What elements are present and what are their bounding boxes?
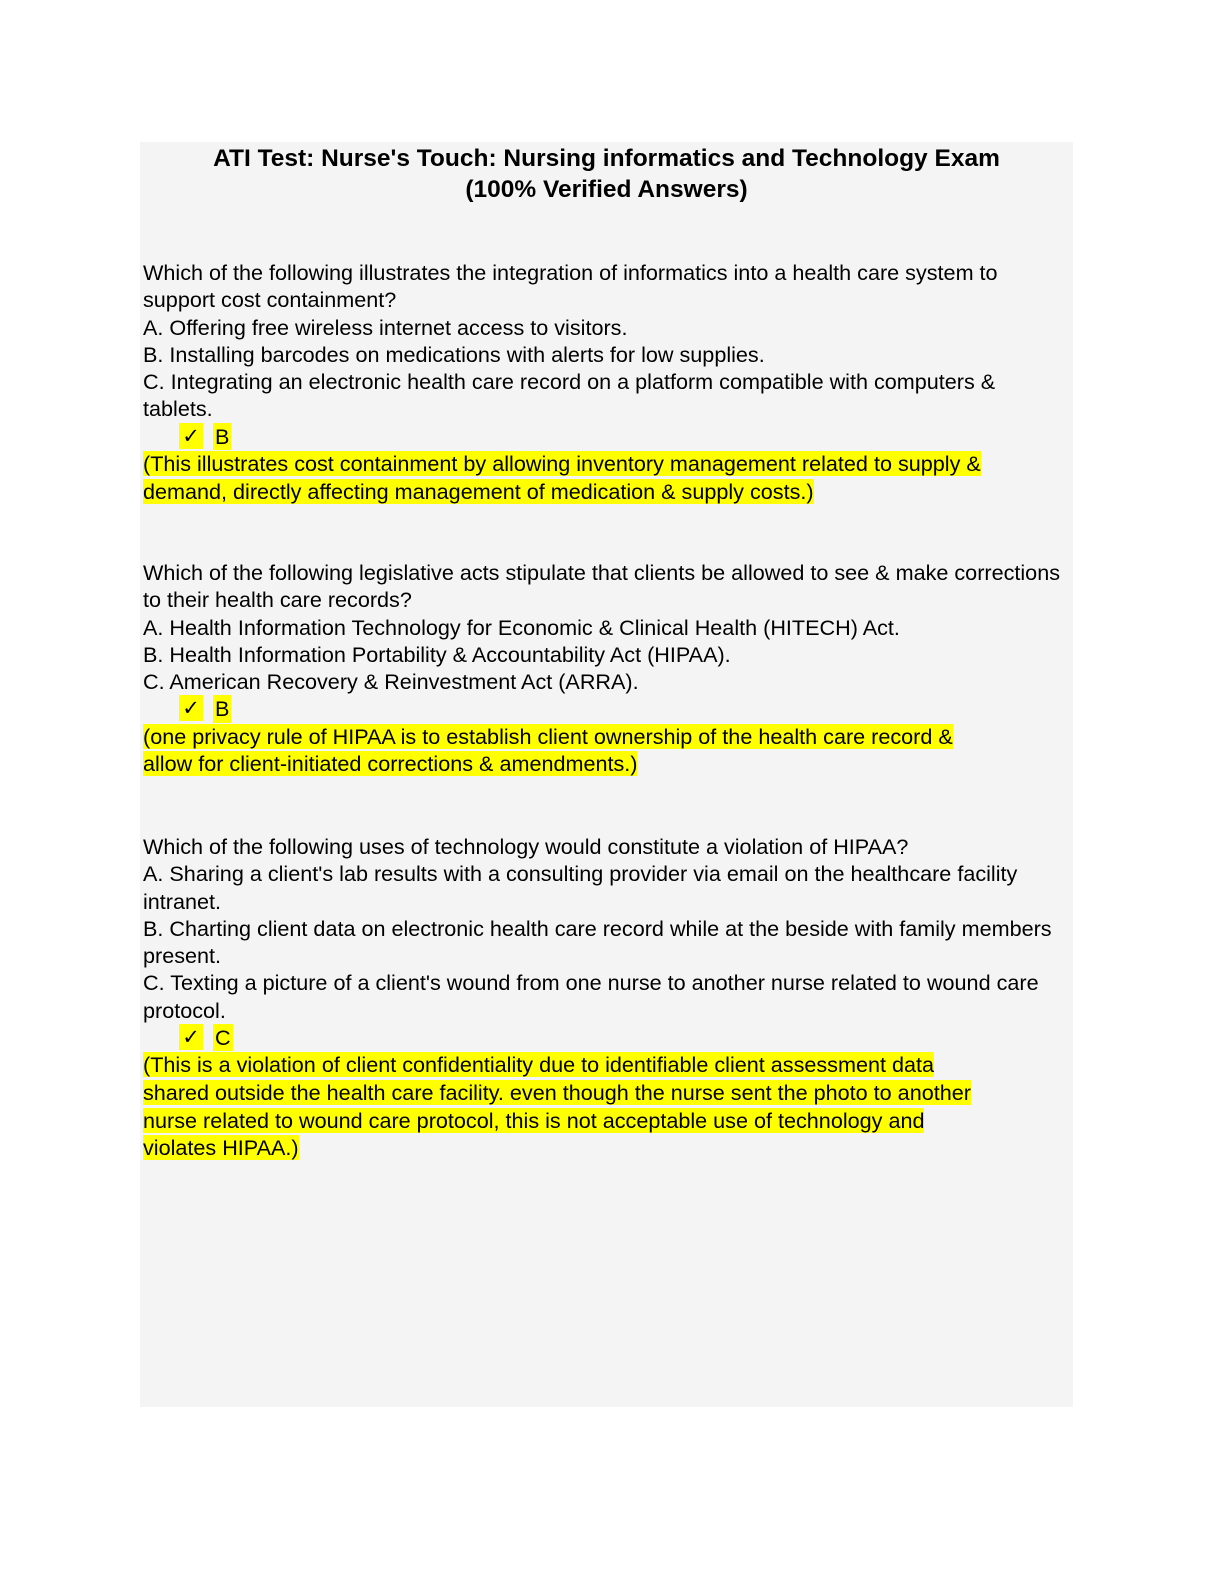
- option-b: B. Installing barcodes on medications with alerts for low supplies.: [143, 341, 765, 367]
- explanation-text: (one privacy rule of HIPAA is to establish client ownership of the health care record & allow for client-initiated corrections & amendments.): [143, 723, 953, 777]
- answer-letter: C: [215, 1025, 231, 1051]
- explanation-text: (This illustrates cost containment by allowing inventory management related to supply & demand, directly affecting management of medication & supply costs.): [143, 451, 981, 504]
- answer-explanation: [143, 450, 998, 505]
- answer-row: [143, 695, 1068, 722]
- question-stem: Which of the following legislative acts stipulate that clients be allowed to see & make corrections to their health care records?: [143, 560, 1060, 613]
- checkmark-icon: ✓: [179, 1024, 203, 1050]
- question-2: [143, 559, 1068, 778]
- option-a: A. Health Information Technology for Economic & Clinical Health (HITECH) Act.: [143, 614, 900, 640]
- answer-row: [143, 423, 1068, 450]
- option-b: B. Health Information Portability & Accountability Act (HIPAA).: [143, 641, 731, 667]
- answer-explanation: [143, 1051, 998, 1161]
- explanation-text: (This is a violation of client confidentiality due to identifiable client assessment data shared outside the health care facility. even though the nurse sent the photo to another nurse related to wound care protocol, this is not acceptable use of technology and violates HIPAA.): [143, 1052, 971, 1161]
- question-1: [143, 259, 1068, 505]
- option-b: B. Charting client data on electronic health care record while at the beside with family members present.: [143, 915, 1052, 969]
- checkmark-icon: ✓: [179, 695, 203, 721]
- title-line-2: (100% Verified Answers): [465, 176, 748, 203]
- answer-explanation: [143, 723, 998, 778]
- option-a: A. Offering free wireless internet access to visitors.: [143, 314, 628, 340]
- option-c: C. Integrating an electronic health care record on a platform compatible with computers & tablets.: [143, 369, 996, 422]
- checkmark-icon: ✓: [179, 423, 203, 449]
- page-title: [140, 142, 1073, 205]
- option-a: A. Sharing a client's lab results with a consulting provider via email on the healthcare facility intranet.: [143, 861, 1018, 914]
- option-c: C. Texting a picture of a client's wound from one nurse to another nurse related to wound care protocol.: [143, 970, 1039, 1023]
- answer-letter: B: [215, 696, 230, 722]
- title-line-1: ATI Test: Nurse's Touch: Nursing informatics and Technology Exam: [213, 145, 1000, 172]
- answer-letter: B: [215, 423, 230, 449]
- question-stem: Which of the following uses of technology would constitute a violation of HIPAA?: [143, 834, 909, 859]
- option-c: C. American Recovery & Reinvestment Act (ARRA).: [143, 669, 639, 695]
- question-stem: Which of the following illustrates the integration of informatics into a health care system to support cost containment?: [143, 260, 998, 313]
- question-3: [143, 833, 1068, 1162]
- answer-row: [143, 1024, 1068, 1051]
